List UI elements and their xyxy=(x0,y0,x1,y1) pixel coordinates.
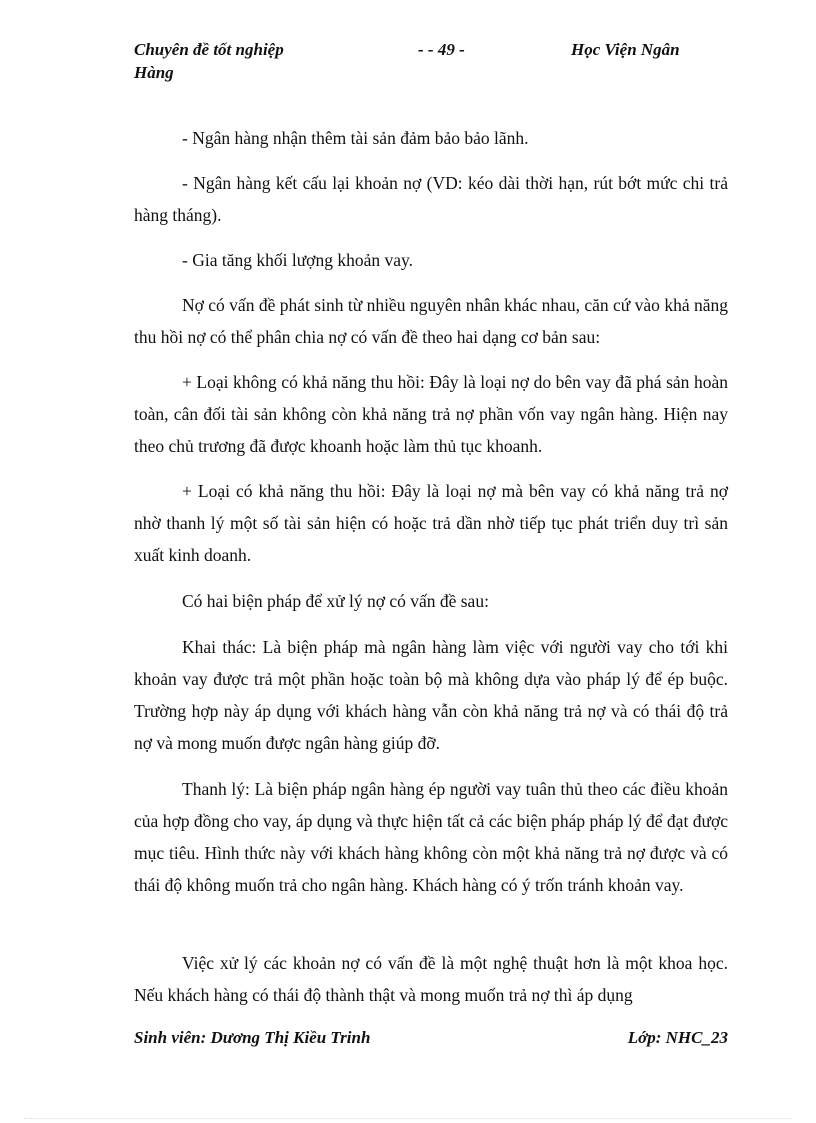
paragraph-restructure: - Ngân hàng kết cấu lại khoản nợ (VD: kéo dài thời hạn, rút bớt mức chi trả hàng tháng). xyxy=(134,173,728,225)
header-institution: Học Viện Ngân xyxy=(571,40,680,59)
paragraph-problem-debt: Nợ có vấn đề phát sinh từ nhiều nguyên nhân khác nhau, căn cứ vào khả năng thu hồi nợ có thể phân chia nợ có vấn đề theo hai dạng cơ bản sau: xyxy=(134,295,728,347)
paragraph-liquidation: Thanh lý: Là biện pháp ngân hàng ép người vay tuân thủ theo các điều khoản của hợp đồng cho vay, áp dụng và thực hiện tất cả các biện pháp pháp lý để đạt được mục tiêu. Hình thức này với khách hàng không còn một khả năng trả nợ được và có thái độ không muốn trả cho ngân hàng. Khách hàng có ý trốn tránh khoản vay. xyxy=(134,779,728,895)
paragraph-two-measures: Có hai biện pháp để xử lý nợ có vấn đề sau: xyxy=(182,591,489,611)
paragraph-collateral: - Ngân hàng nhận thêm tài sản đảm bảo bảo lãnh. xyxy=(182,128,529,148)
page-edge xyxy=(24,1118,792,1119)
footer-student: Sinh viên: Dương Thị Kiều Trinh xyxy=(134,1028,371,1047)
paragraph-exploitation: Khai thác: Là biện pháp mà ngân hàng làm việc với người vay cho tới khi khoản vay được trả một phần hoặc toàn bộ mà không dựa vào pháp lý để ép buộc. Trường hợp này áp dụng với khách hàng vẫn còn khả năng trả nợ và có thái độ trả nợ và mong muốn được ngân hàng giúp đỡ. xyxy=(134,637,728,753)
footer-class: Lớp: NHC_23 xyxy=(627,1028,728,1047)
paragraph-increase-loan: - Gia tăng khối lượng khoản vay. xyxy=(182,250,413,270)
paragraph-recoverable: + Loại có khả năng thu hồi: Đây là loại nợ mà bên vay có khả năng trả nợ nhờ thanh lý một số tài sản hiện có hoặc trả dần nhờ tiếp tục phát triển duy trì sản xuất kinh doanh. xyxy=(134,481,728,565)
paragraph-unrecoverable: + Loại không có khả năng thu hồi: Đây là loại nợ do bên vay đã phá sản hoàn toàn, cân đối tài sản không còn khả năng trả nợ phần vốn vay ngân hàng. Hiện nay theo chủ trương đã được khoanh hoặc làm thủ tục khoanh. xyxy=(134,372,728,456)
page-number: - - 49 - xyxy=(418,40,465,59)
header-title: Chuyên đề tốt nghiệp xyxy=(134,40,284,59)
paragraph-art-of-handling: Việc xử lý các khoản nợ có vấn đề là một nghệ thuật hơn là một khoa học. Nếu khách hàng có thái độ thành thật và mong muốn trả nợ thì áp dụng xyxy=(134,953,728,1005)
header-title-continued: Hàng xyxy=(134,63,174,82)
